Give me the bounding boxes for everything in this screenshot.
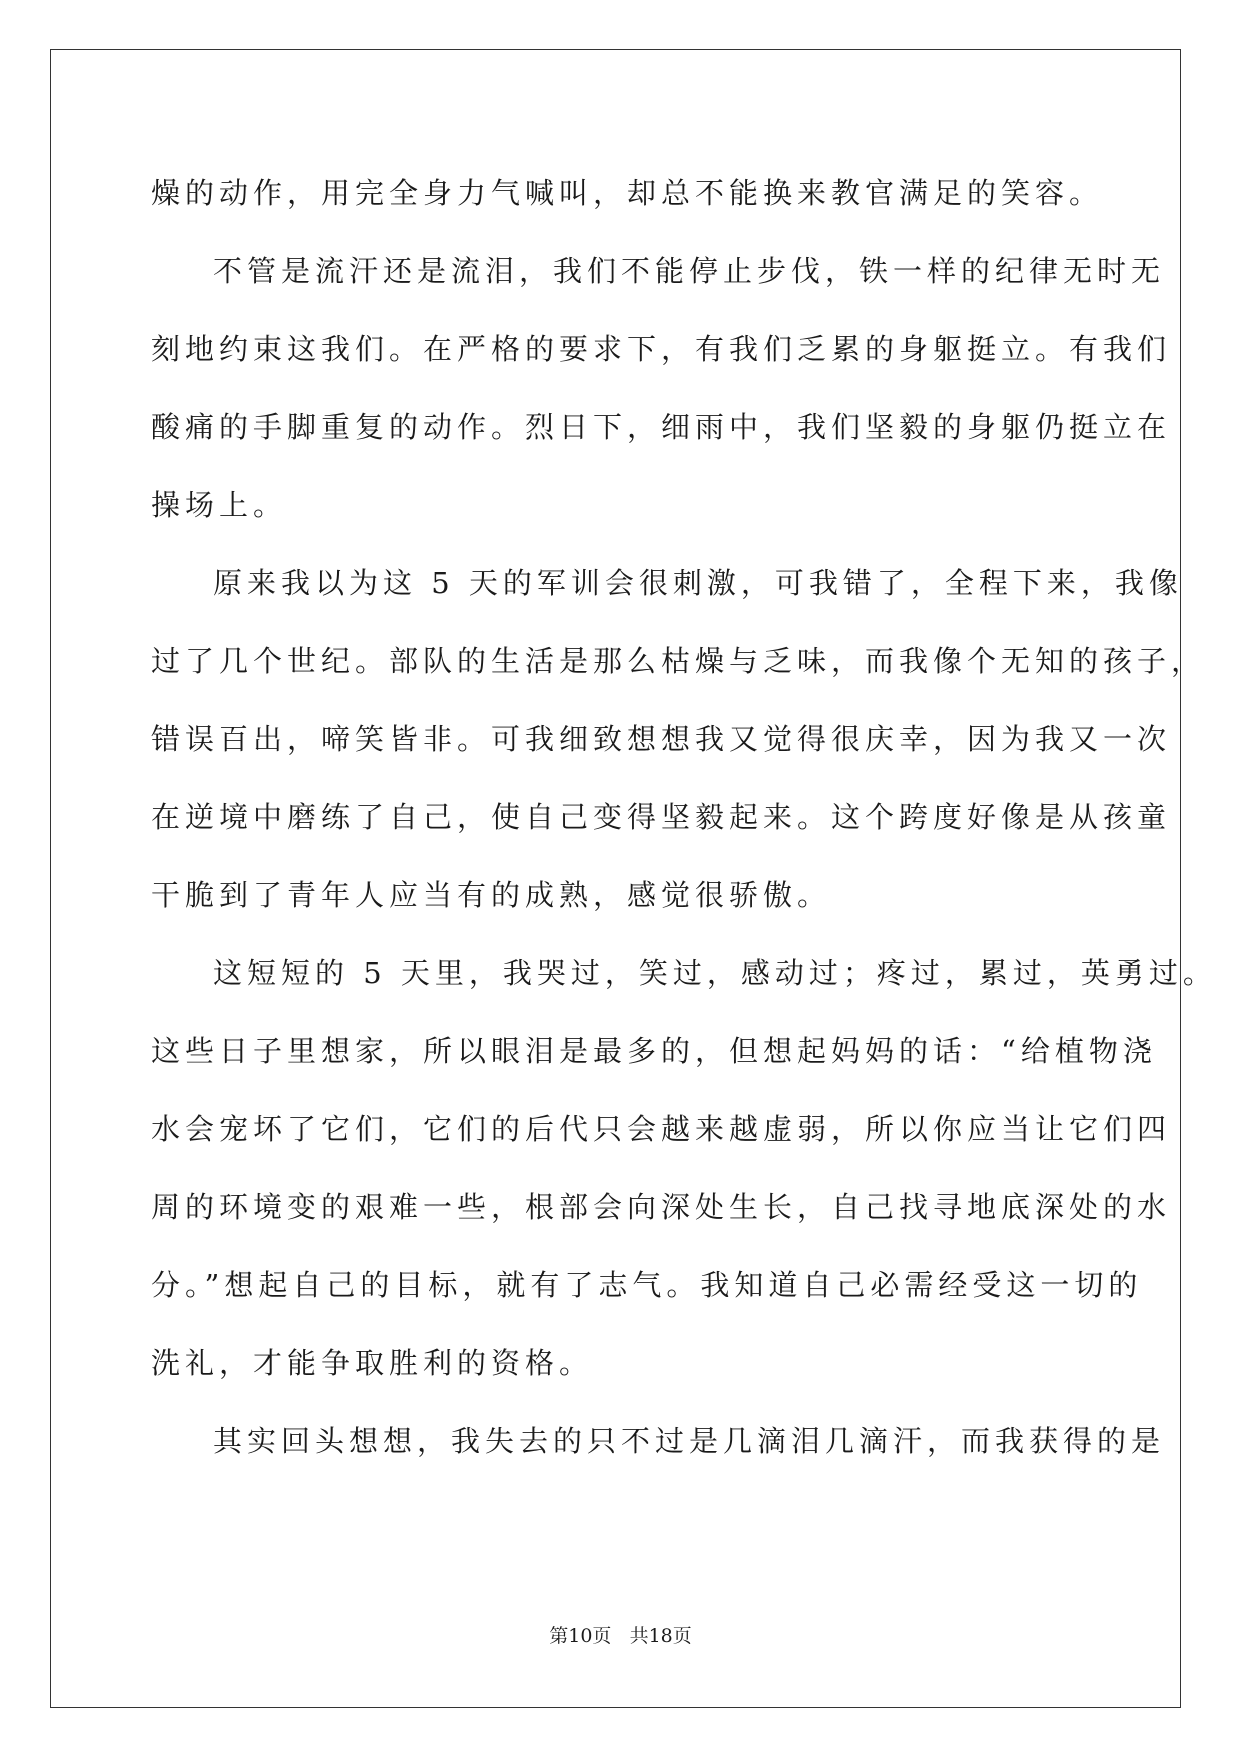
text-line: 分。”想起自己的目标，就有了志气。我知道自己必需经受这一切的 [151, 1268, 1143, 1302]
page-footer [0, 1621, 1241, 1648]
text-line: 干脆到了青年人应当有的成熟，感觉很骄傲。 [151, 878, 832, 912]
text-line: 酸痛的手脚重复的动作。烈日下，细雨中，我们坚毅的身躯仍挺立在 [151, 410, 1172, 444]
text-line: 过了几个世纪。部队的生活是那么枯燥与乏味，而我像个无知的孩子， [151, 644, 1206, 678]
text-line: 错误百出，啼笑皆非。可我细致想想我又觉得很庆幸，因为我又一次 [151, 722, 1172, 756]
text-line: 周的环境变的艰难一些，根部会向深处生长，自己找寻地底深处的水 [151, 1190, 1172, 1224]
text-line: 不管是流汗还是流泪，我们不能停止步伐，铁一样的纪律无时无 [213, 254, 1166, 288]
text-line: 燥的动作，用完全身力气喊叫，却总不能换来教官满足的笑容。 [151, 176, 1104, 210]
page-number: 第10页 [549, 1625, 612, 1647]
text-line: 操场上。 [151, 488, 288, 522]
text-line: 刻地约束这我们。在严格的要求下，有我们乏累的身躯挺立。有我们 [151, 332, 1172, 366]
text-line: 这短短的 5 天里，我哭过，笑过，感动过；疼过，累过，英勇过。 [213, 956, 1217, 990]
text-line: 洗礼，才能争取胜利的资格。 [151, 1346, 594, 1380]
text-line: 原来我以为这 5 天的军训会很刺激，可我错了，全程下来，我像 [213, 566, 1183, 600]
text-line: 在逆境中磨练了自己，使自己变得坚毅起来。这个跨度好像是从孩童 [151, 800, 1172, 834]
page-total: 共18页 [629, 1625, 692, 1647]
text-line: 这些日子里想家，所以眼泪是最多的，但想起妈妈的话：“给植物浇 [151, 1034, 1157, 1068]
text-line: 其实回头想想，我失去的只不过是几滴泪几滴汗，而我获得的是 [213, 1424, 1166, 1458]
document-body [151, 154, 1217, 1480]
text-line: 水会宠坏了它们，它们的后代只会越来越虚弱，所以你应当让它们四 [151, 1112, 1172, 1146]
